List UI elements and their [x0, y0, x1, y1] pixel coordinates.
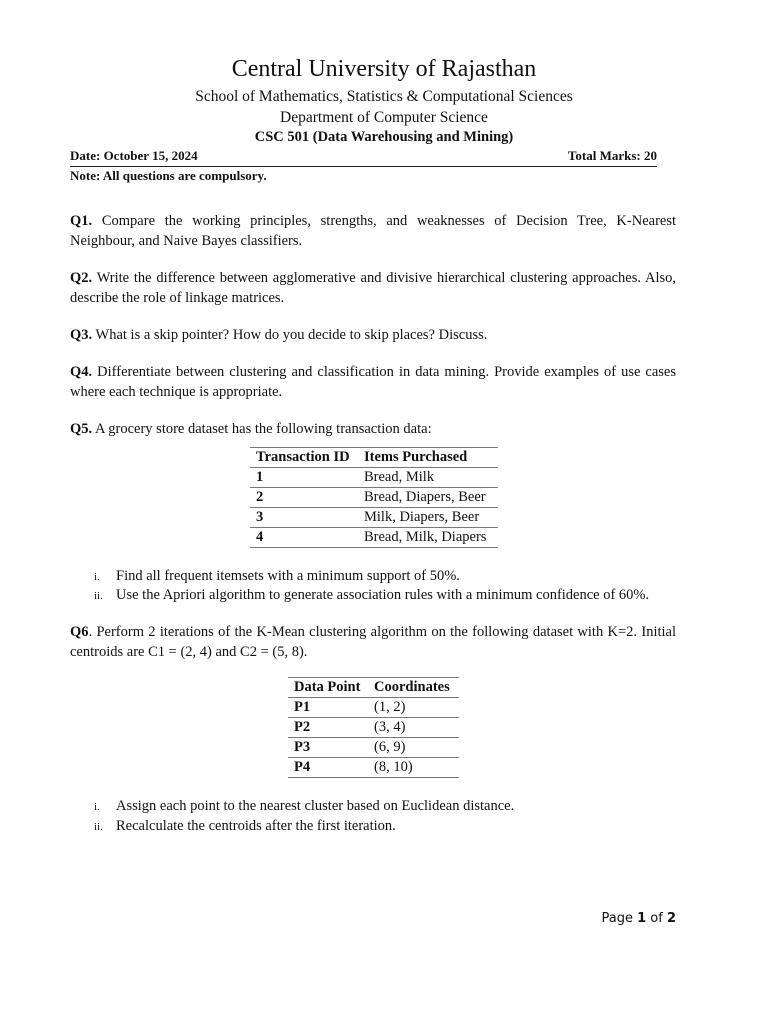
table-header-row: [250, 448, 498, 468]
table-row: [288, 718, 459, 738]
question-text: A grocery store dataset has the following transaction data:: [94, 421, 432, 437]
university-title: Central University of Rajasthan: [231, 56, 537, 82]
subpart-number: i.: [94, 801, 100, 813]
table-cell: Bread, Milk: [358, 468, 498, 488]
page-of: of: [646, 911, 667, 926]
exam-date: Date: October 15, 2024: [70, 148, 198, 163]
table-cell: P1: [288, 698, 368, 718]
table-cell: Bread, Diapers, Beer: [358, 488, 498, 508]
page-current: 1: [637, 911, 647, 926]
subpart-item: [94, 816, 396, 837]
question-label: Q4.: [70, 364, 93, 380]
question-6: [70, 622, 676, 662]
department-name: Department of Computer Science: [280, 109, 488, 126]
question-text: Write the difference between agglomerative and divisive hierarchical clustering approaches. Also, describe the role of linkage matrices.: [70, 270, 676, 306]
question-5: [70, 419, 676, 439]
question-3: [70, 325, 676, 345]
column-header: Coordinates: [368, 678, 459, 698]
question-4: [70, 362, 676, 402]
table-row: [288, 738, 459, 758]
question-label: Q5.: [70, 421, 93, 437]
table-row: [288, 758, 459, 778]
table-cell: 3: [250, 508, 358, 528]
subpart-number: i.: [94, 571, 100, 583]
question-label: Q3.: [70, 327, 93, 343]
question-text: . Perform 2 iterations of the K-Mean clustering algorithm on the following dataset with K=2. Initial centroids are C1 = (2, 4) and C2 = (5, 8).: [70, 624, 676, 660]
page-number: [570, 911, 676, 926]
column-header: Transaction ID: [250, 448, 358, 468]
table-row: [250, 488, 498, 508]
table-cell: (6, 9): [368, 738, 459, 758]
transaction-table: [250, 447, 498, 548]
table-row: [250, 528, 498, 548]
question-label: Q1.: [70, 213, 93, 229]
subpart-text: Recalculate the centroids after the first iteration.: [116, 818, 396, 834]
table-cell: 1: [250, 468, 358, 488]
table-row: [288, 698, 459, 718]
table-header-row: [288, 678, 459, 698]
question-text: Differentiate between clustering and classification in data mining. Provide examples of use cases where each technique is appropriate.: [70, 364, 677, 400]
table-cell: (3, 4): [368, 718, 459, 738]
question-text: Compare the working principles, strengths, and weaknesses of Decision Tree, K-Nearest Neighbour, and Naive Bayes classifiers.: [70, 213, 677, 249]
course-title: CSC 501 (Data Warehousing and Mining): [254, 129, 514, 145]
table-cell: 4: [250, 528, 358, 548]
school-name: School of Mathematics, Statistics & Computational Sciences: [195, 88, 573, 105]
subpart-text: Use the Apriori algorithm to generate association rules with a minimum confidence of 60%.: [116, 587, 650, 603]
subpart-text: Assign each point to the nearest cluster based on Euclidean distance.: [116, 798, 515, 814]
exam-note: Note: All questions are compulsory.: [70, 168, 267, 183]
table-cell: (1, 2): [368, 698, 459, 718]
subpart-item: [94, 585, 649, 606]
question-2: [70, 268, 676, 308]
column-header: Items Purchased: [358, 448, 498, 468]
subpart-number: ii.: [94, 821, 103, 833]
datapoint-table: [288, 677, 459, 778]
question-1: [70, 211, 676, 251]
question-label: Q2.: [70, 270, 93, 286]
table-cell: 2: [250, 488, 358, 508]
table-cell: P3: [288, 738, 368, 758]
column-header: Data Point: [288, 678, 368, 698]
page-prefix: Page: [601, 911, 638, 926]
table-cell: P2: [288, 718, 368, 738]
subpart-number: ii.: [94, 590, 103, 602]
page-total: 2: [666, 911, 676, 926]
question-text: What is a skip pointer? How do you decide to skip places? Discuss.: [95, 327, 488, 343]
question-label: Q6: [70, 624, 89, 640]
exam-info-row: [70, 148, 657, 167]
table-row: [250, 468, 498, 488]
table-cell: P4: [288, 758, 368, 778]
table-cell: (8, 10): [368, 758, 459, 778]
total-marks: Total Marks: 20: [567, 148, 657, 163]
table-cell: Bread, Milk, Diapers: [358, 528, 498, 548]
subpart-item: [94, 796, 514, 817]
subpart-item: [94, 566, 460, 587]
table-row: [250, 508, 498, 528]
subpart-text: Find all frequent itemsets with a minimum support of 50%.: [116, 568, 460, 584]
table-cell: Milk, Diapers, Beer: [358, 508, 498, 528]
